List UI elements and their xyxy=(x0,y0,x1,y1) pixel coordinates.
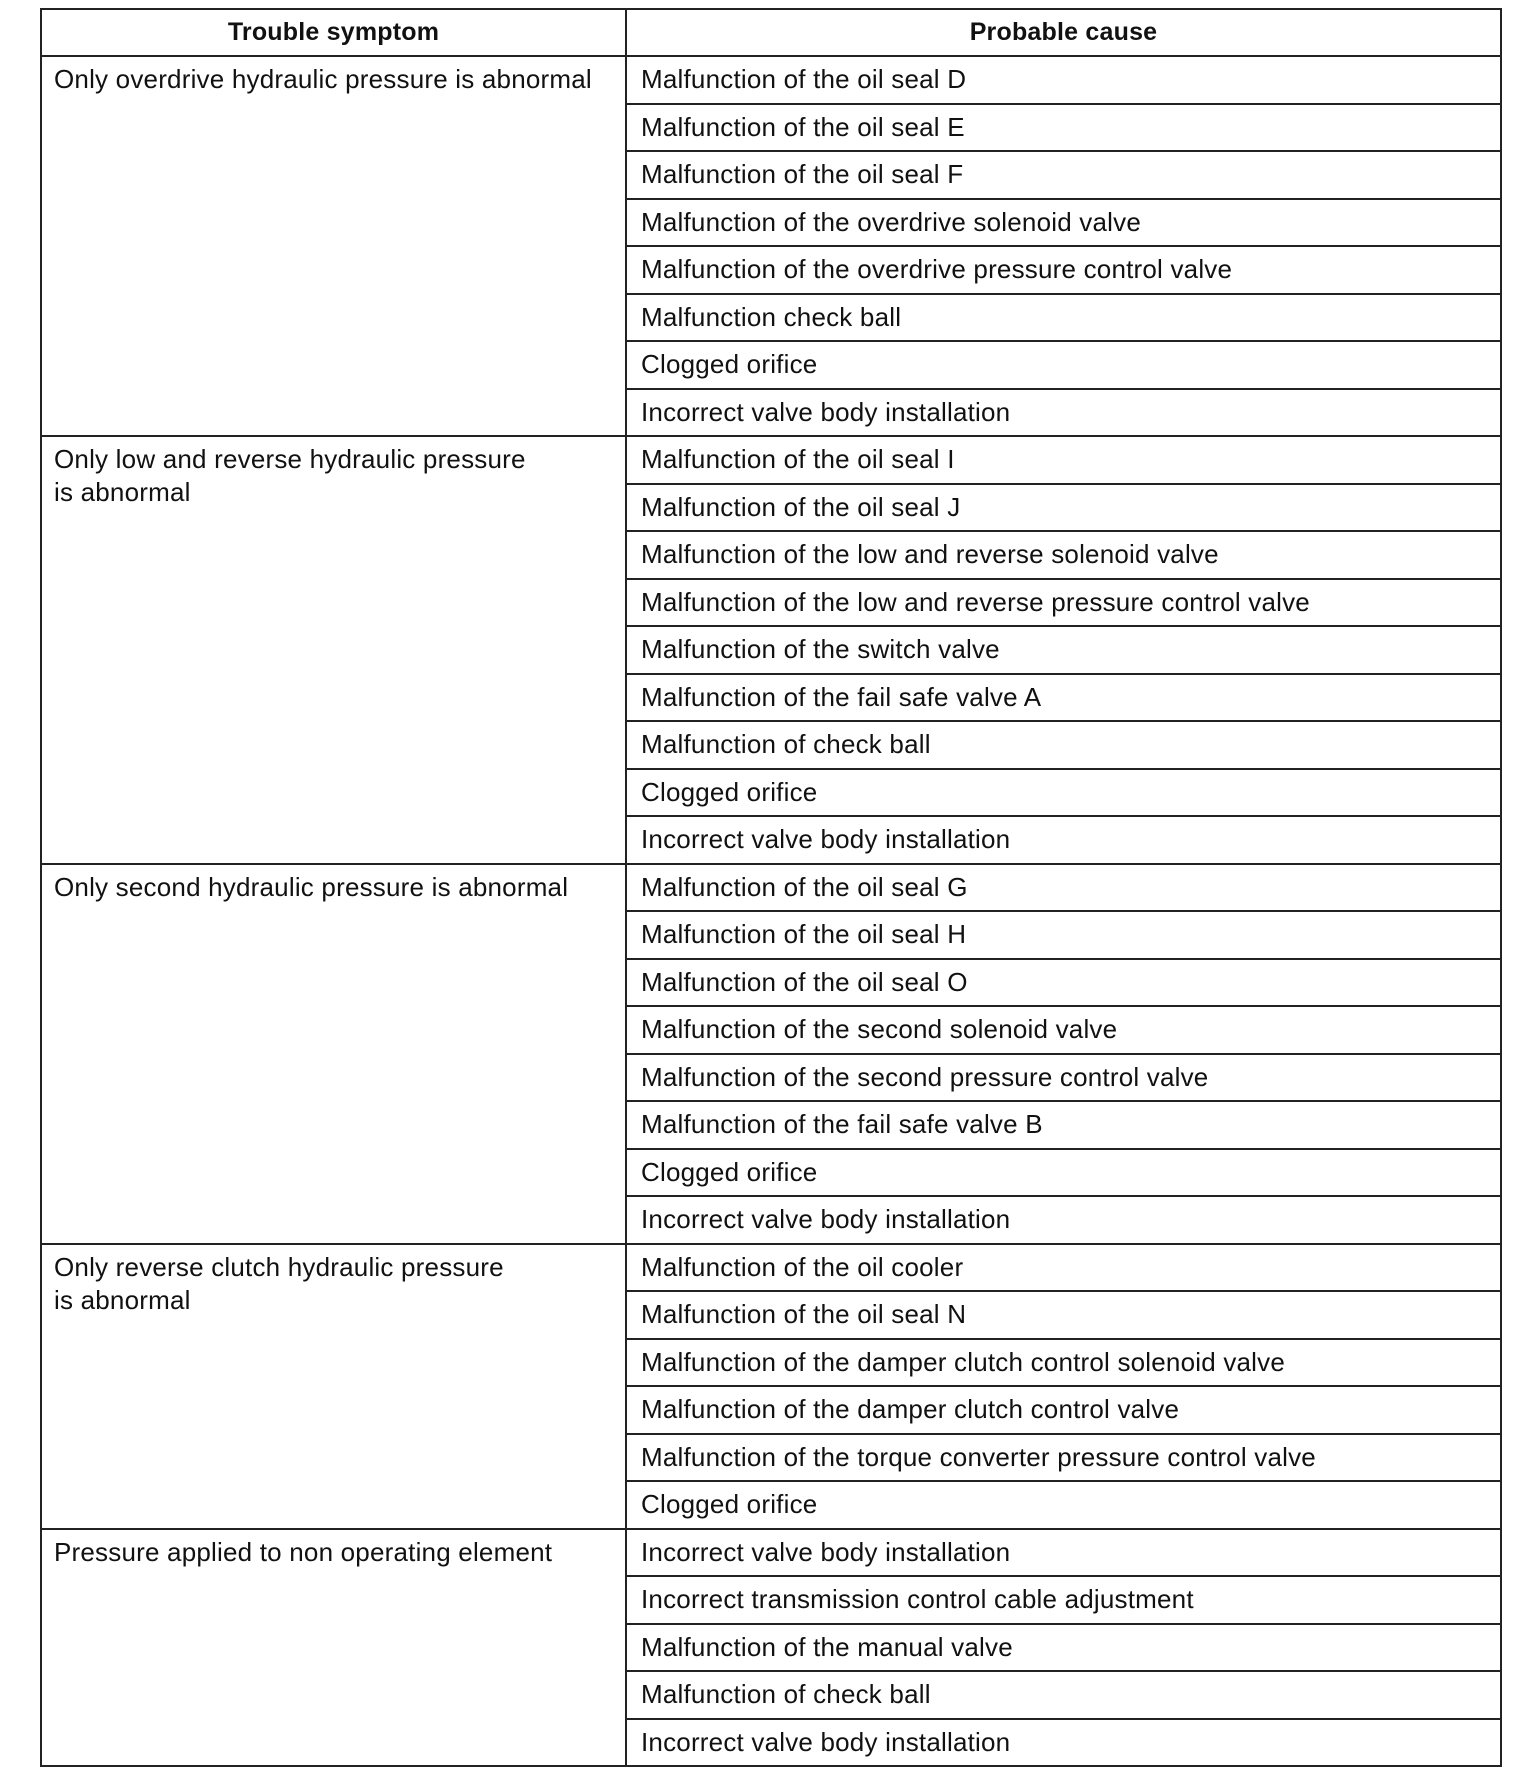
probable-cause-cell: Malfunction of the oil seal J xyxy=(626,484,1501,532)
probable-cause-cell: Malfunction of the fail safe valve B xyxy=(626,1101,1501,1149)
probable-cause-cell: Malfunction of the fail safe valve A xyxy=(626,674,1501,722)
probable-cause-cell: Malfunction of the oil cooler xyxy=(626,1244,1501,1292)
probable-cause-cell: Malfunction of the manual valve xyxy=(626,1624,1501,1672)
probable-cause-cell: Malfunction of the low and reverse pressure control valve xyxy=(626,579,1501,627)
probable-cause-cell: Clogged orifice xyxy=(626,341,1501,389)
probable-cause-cell: Incorrect valve body installation xyxy=(626,389,1501,437)
probable-cause-cell: Incorrect valve body installation xyxy=(626,1719,1501,1767)
probable-cause-cell: Malfunction of the damper clutch control solenoid valve xyxy=(626,1339,1501,1387)
probable-cause-cell: Malfunction of the overdrive solenoid valve xyxy=(626,199,1501,247)
probable-cause-cell: Malfunction of the low and reverse solenoid valve xyxy=(626,531,1501,579)
trouble-symptom-cell: Pressure applied to non operating element xyxy=(41,1529,626,1767)
probable-cause-cell: Malfunction of the overdrive pressure control valve xyxy=(626,246,1501,294)
probable-cause-cell: Malfunction of the oil seal G xyxy=(626,864,1501,912)
trouble-table xyxy=(40,8,1502,1767)
probable-cause-cell: Incorrect valve body installation xyxy=(626,816,1501,864)
header-trouble-symptom: Trouble symptom xyxy=(41,9,626,56)
probable-cause-cell: Malfunction of the second solenoid valve xyxy=(626,1006,1501,1054)
probable-cause-cell: Malfunction of the oil seal I xyxy=(626,436,1501,484)
table-row xyxy=(41,56,1501,104)
probable-cause-cell: Incorrect valve body installation xyxy=(626,1196,1501,1244)
probable-cause-cell: Malfunction of the second pressure control valve xyxy=(626,1054,1501,1102)
probable-cause-cell: Malfunction of check ball xyxy=(626,721,1501,769)
probable-cause-cell: Malfunction of the damper clutch control valve xyxy=(626,1386,1501,1434)
trouble-symptom-cell: Only reverse clutch hydraulic pressure is abnormal xyxy=(41,1244,626,1529)
header-probable-cause: Probable cause xyxy=(626,9,1501,56)
table-row xyxy=(41,864,1501,912)
probable-cause-cell: Malfunction of the oil seal F xyxy=(626,151,1501,199)
probable-cause-cell: Clogged orifice xyxy=(626,1149,1501,1197)
probable-cause-cell: Malfunction of the torque converter pressure control valve xyxy=(626,1434,1501,1482)
probable-cause-cell: Malfunction of the oil seal O xyxy=(626,959,1501,1007)
table-row xyxy=(41,1529,1501,1577)
trouble-symptom-cell: Only overdrive hydraulic pressure is abnormal xyxy=(41,56,626,436)
probable-cause-cell: Malfunction of the switch valve xyxy=(626,626,1501,674)
probable-cause-cell: Incorrect valve body installation xyxy=(626,1529,1501,1577)
probable-cause-cell: Clogged orifice xyxy=(626,769,1501,817)
probable-cause-cell: Malfunction of check ball xyxy=(626,1671,1501,1719)
trouble-symptom-cell: Only second hydraulic pressure is abnormal xyxy=(41,864,626,1244)
probable-cause-cell: Malfunction of the oil seal E xyxy=(626,104,1501,152)
table-row xyxy=(41,1244,1501,1292)
probable-cause-cell: Malfunction check ball xyxy=(626,294,1501,342)
table-row xyxy=(41,436,1501,484)
probable-cause-cell: Malfunction of the oil seal H xyxy=(626,911,1501,959)
trouble-table-container xyxy=(40,8,1500,1767)
probable-cause-cell: Clogged orifice xyxy=(626,1481,1501,1529)
probable-cause-cell: Incorrect transmission control cable adjustment xyxy=(626,1576,1501,1624)
probable-cause-cell: Malfunction of the oil seal N xyxy=(626,1291,1501,1339)
trouble-symptom-cell: Only low and reverse hydraulic pressure is abnormal xyxy=(41,436,626,864)
probable-cause-cell: Malfunction of the oil seal D xyxy=(626,56,1501,104)
header-row xyxy=(41,9,1501,56)
